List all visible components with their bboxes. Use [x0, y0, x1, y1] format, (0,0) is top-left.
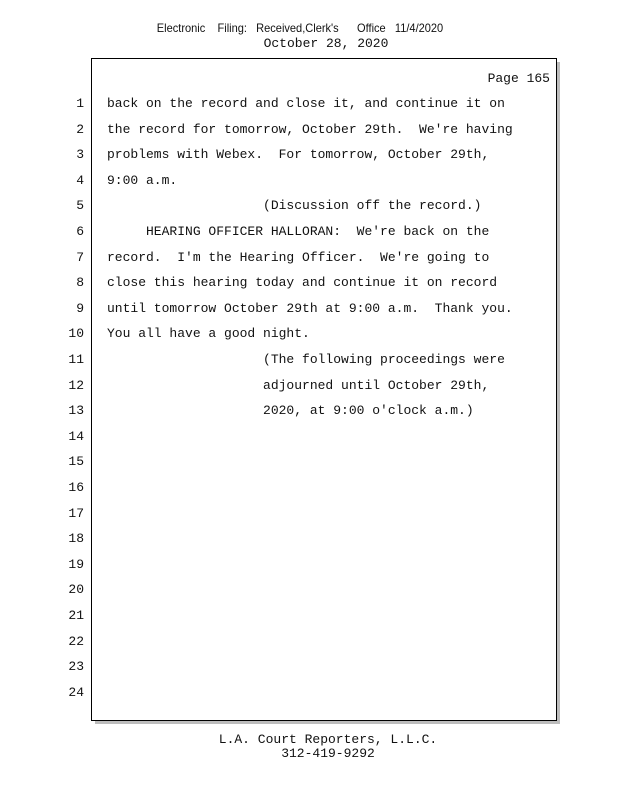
line-number: 5 — [76, 198, 84, 213]
line-number: 19 — [68, 557, 84, 572]
line-number: 2 — [76, 122, 84, 137]
line-number: 23 — [68, 659, 84, 674]
transcript-line: back on the record and close it, and continue it on — [107, 96, 505, 111]
transcript-line: record. I'm the Hearing Officer. We're going to — [107, 250, 490, 265]
line-number: 12 — [68, 378, 84, 393]
line-number: 17 — [68, 506, 84, 521]
line-number: 20 — [68, 582, 84, 597]
line-number: 4 — [76, 173, 84, 188]
transcript-line: until tomorrow October 29th at 9:00 a.m. Thank you. — [107, 301, 513, 316]
line-number: 8 — [76, 275, 84, 290]
filing-stamp: Electronic Filing: Received,Clerk's Office 11/4/2020 — [156, 21, 444, 35]
transcript-line: problems with Webex. For tomorrow, October 29th, — [107, 147, 490, 162]
transcript-date: October 28, 2020 — [263, 36, 389, 51]
reporter-company: L.A. Court Reporters, L.L.C. — [218, 732, 438, 747]
transcript-line: You all have a good night. — [107, 326, 310, 341]
transcript-line: HEARING OFFICER HALLORAN: We're back on the — [107, 224, 490, 239]
line-number: 21 — [68, 608, 84, 623]
reporter-phone: 312-419-9292 — [281, 746, 375, 761]
line-number: 13 — [68, 403, 84, 418]
line-number: 6 — [76, 224, 84, 239]
transcript-line: 9:00 a.m. — [107, 173, 178, 188]
transcript-line: (The following proceedings were — [107, 352, 505, 367]
transcript-line: the record for tomorrow, October 29th. We're having — [107, 122, 513, 137]
transcript-line: (Discussion off the record.) — [107, 198, 482, 213]
line-number: 15 — [68, 454, 84, 469]
line-number: 3 — [76, 147, 84, 162]
line-number: 11 — [68, 352, 84, 367]
line-number: 14 — [68, 429, 84, 444]
transcript-line: adjourned until October 29th, — [107, 378, 490, 393]
page-number: Page 165 — [487, 71, 550, 86]
line-number: 16 — [68, 480, 84, 495]
line-number: 18 — [68, 531, 84, 546]
transcript-line: 2020, at 9:00 o'clock a.m.) — [107, 403, 474, 418]
line-number: 9 — [76, 301, 84, 316]
line-number: 1 — [76, 96, 84, 111]
transcript-line: close this hearing today and continue it on record — [107, 275, 498, 290]
line-number: 10 — [68, 326, 84, 341]
line-number: 7 — [76, 250, 84, 265]
line-number: 22 — [68, 634, 84, 649]
line-number: 24 — [68, 685, 84, 700]
